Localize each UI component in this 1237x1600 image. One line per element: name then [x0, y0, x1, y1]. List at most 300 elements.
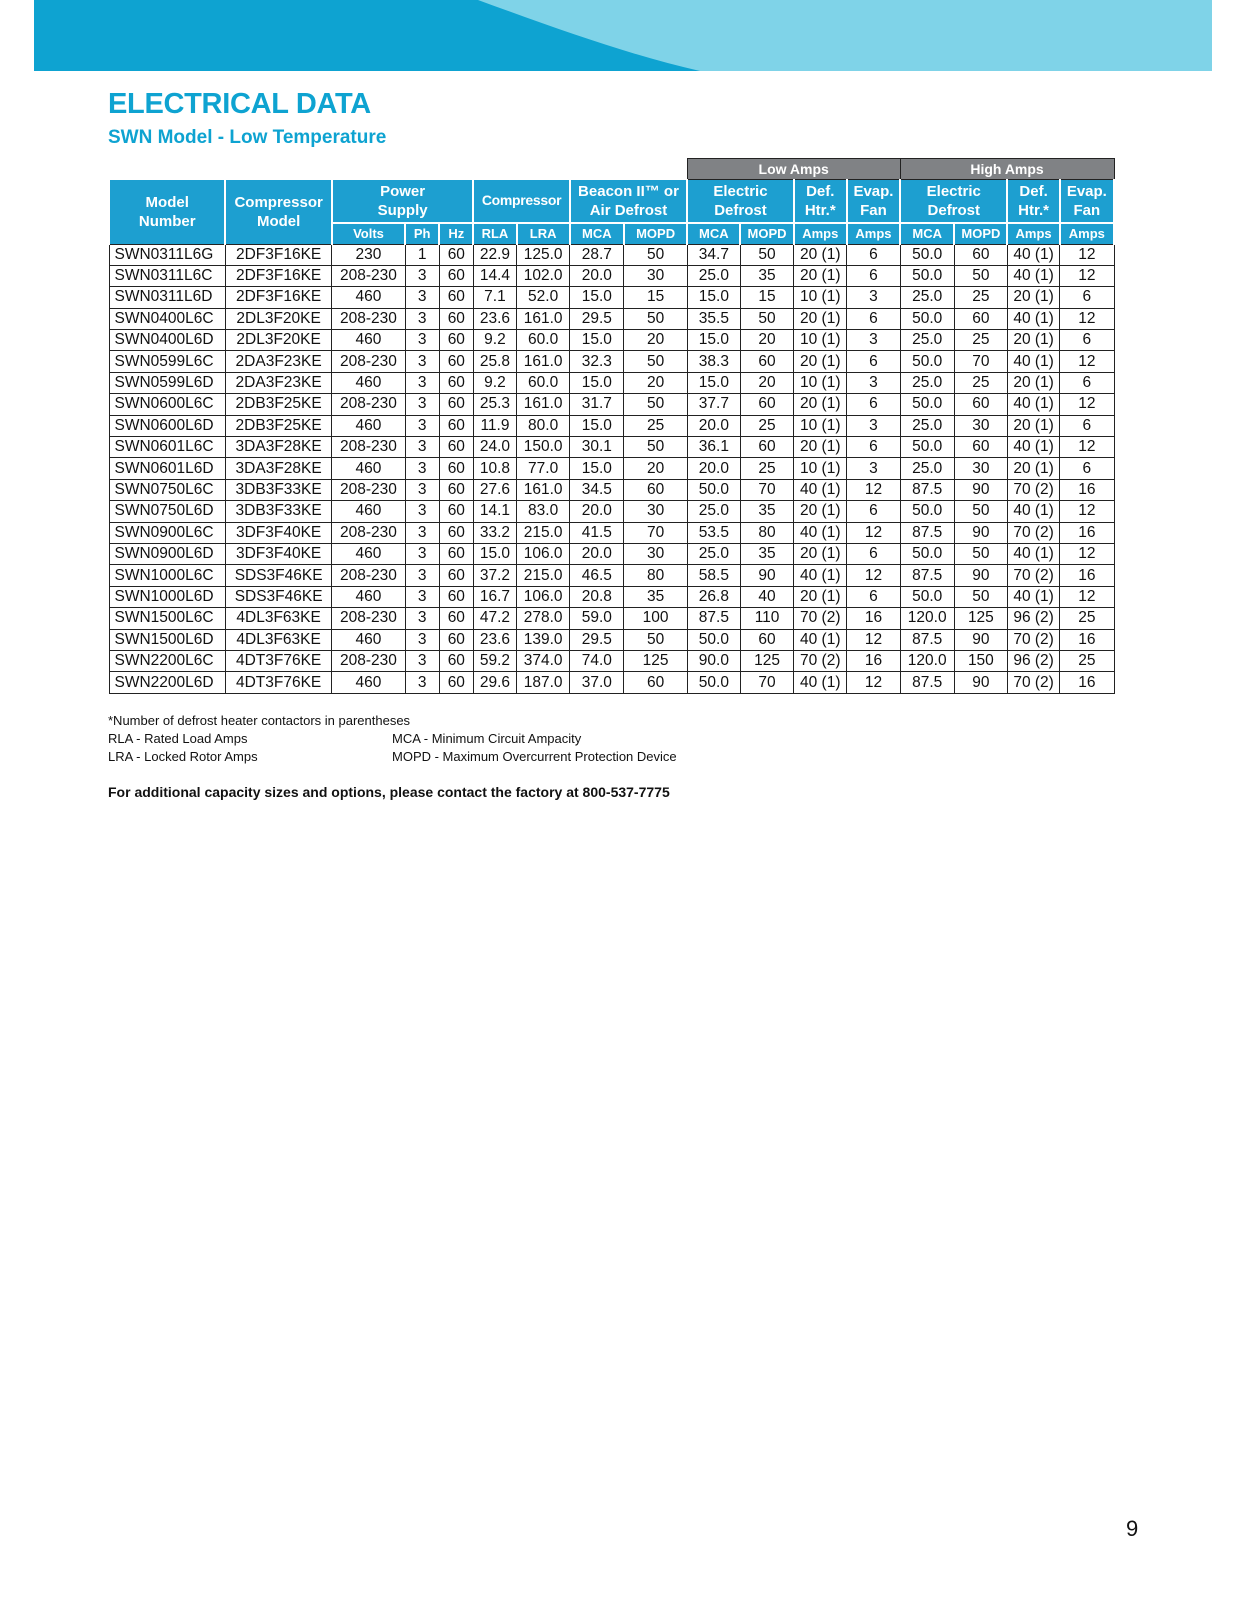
table-cell: 208-230: [332, 565, 405, 586]
header-model-number-label: Model Number: [138, 193, 196, 230]
table-cell: 60: [439, 522, 473, 543]
table-cell: 60: [439, 543, 473, 564]
table-cell: 40 (1): [1007, 543, 1059, 564]
table-cell: SWN2200L6C: [109, 650, 225, 671]
table-cell: 3DA3F28KE: [225, 458, 331, 479]
table-cell: SWN0750L6C: [109, 479, 225, 500]
table-cell: 22.9: [473, 244, 516, 265]
table-cell: 20: [740, 372, 793, 393]
subheader-high-mca: MCA: [900, 223, 954, 245]
table-cell: 70 (2): [794, 608, 847, 629]
table-cell: 37.7: [687, 394, 740, 415]
table-cell: 60: [439, 308, 473, 329]
table-cell: 4DL3F63KE: [225, 608, 331, 629]
table-cell: 460: [332, 415, 405, 436]
table-cell: 208-230: [332, 522, 405, 543]
table-cell: 32.3: [570, 351, 624, 372]
table-cell: 59.0: [570, 608, 624, 629]
table-cell: 40 (1): [794, 479, 847, 500]
table-cell: 40 (1): [794, 629, 847, 650]
table-cell: 460: [332, 629, 405, 650]
footnote: *Number of defrost heater contactors in parentheses: [108, 713, 411, 728]
table-cell: 20 (1): [794, 308, 847, 329]
table-cell: 3DB3F33KE: [225, 479, 331, 500]
table-cell: 87.5: [900, 672, 954, 693]
table-cell: SWN0599L6C: [109, 351, 225, 372]
table-cell: 50.0: [687, 672, 740, 693]
table-cell: 20.0: [570, 501, 624, 522]
table-cell: 36.1: [687, 437, 740, 458]
table-cell: 70: [624, 522, 687, 543]
table-cell: 12: [1060, 351, 1114, 372]
table-cell: 20 (1): [1007, 372, 1059, 393]
table-cell: 27.6: [473, 479, 516, 500]
table-cell: 16: [1060, 565, 1114, 586]
table-cell: 60.0: [517, 330, 570, 351]
table-cell: 25: [1060, 608, 1114, 629]
table-cell: 3: [405, 479, 439, 500]
table-cell: 70 (2): [1007, 672, 1059, 693]
table-cell: 30.1: [570, 437, 624, 458]
table-cell: 25.8: [473, 351, 516, 372]
header-low-def-htr-label: Def. Htr.*: [804, 182, 836, 219]
table-row: [109, 308, 1114, 329]
table-cell: 30: [624, 543, 687, 564]
header-compressor: Compressor: [473, 180, 569, 223]
table-row: [109, 394, 1114, 415]
table-cell: SDS3F46KE: [225, 565, 331, 586]
subheader-high-def-amps: Amps: [1007, 223, 1059, 245]
table-cell: 20.0: [570, 265, 624, 286]
table-cell: 60: [439, 586, 473, 607]
table-cell: 35: [740, 543, 793, 564]
table-cell: 15: [624, 287, 687, 308]
table-cell: 278.0: [517, 608, 570, 629]
table-cell: 70 (2): [1007, 522, 1059, 543]
header-beacon-label: Beacon II™ or Air Defrost: [578, 182, 679, 219]
header-high-evap-fan-label: Evap. Fan: [1066, 182, 1107, 219]
table-cell: 25.0: [687, 501, 740, 522]
table-cell: 3: [405, 351, 439, 372]
note-mopd: MOPD - Maximum Overcurrent Protection Device: [392, 749, 677, 764]
table-cell: 29.6: [473, 672, 516, 693]
table-cell: SDS3F46KE: [225, 586, 331, 607]
table-cell: 3: [405, 415, 439, 436]
table-cell: 90: [740, 565, 793, 586]
table-cell: 12: [1060, 437, 1114, 458]
table-cell: 150.0: [517, 437, 570, 458]
low-amps-header: Low Amps: [687, 159, 900, 180]
table-row: [109, 479, 1114, 500]
table-cell: 35: [624, 586, 687, 607]
table-cell: 40 (1): [1007, 501, 1059, 522]
table-cell: 16: [1060, 479, 1114, 500]
table-cell: 15.0: [687, 372, 740, 393]
table-cell: 3: [405, 565, 439, 586]
table-cell: 102.0: [517, 265, 570, 286]
table-cell: 6: [1060, 458, 1114, 479]
table-cell: 3DA3F28KE: [225, 437, 331, 458]
table-cell: 60: [439, 608, 473, 629]
table-cell: 3: [405, 629, 439, 650]
table-cell: 87.5: [900, 565, 954, 586]
table-cell: 60: [439, 330, 473, 351]
table-cell: SWN1000L6C: [109, 565, 225, 586]
table-row: [109, 287, 1114, 308]
table-row: [109, 672, 1114, 693]
table-cell: 10 (1): [794, 458, 847, 479]
table-cell: 20 (1): [794, 265, 847, 286]
table-cell: 50.0: [900, 586, 954, 607]
table-cell: 20.8: [570, 586, 624, 607]
table-cell: 187.0: [517, 672, 570, 693]
header-compressor-model: [225, 180, 331, 245]
subheader-lra: LRA: [517, 223, 570, 245]
table-cell: 15.0: [687, 330, 740, 351]
table-cell: SWN0900L6D: [109, 543, 225, 564]
page-number: 9: [1126, 1516, 1139, 1541]
table-cell: 25.0: [900, 330, 954, 351]
table-cell: 3: [405, 330, 439, 351]
header-low-def-htr: [794, 180, 847, 223]
table-cell: 35: [740, 265, 793, 286]
table-cell: 460: [332, 330, 405, 351]
table-cell: 50.0: [687, 629, 740, 650]
table-cell: 20.0: [687, 415, 740, 436]
table-cell: 6: [1060, 330, 1114, 351]
table-cell: 208-230: [332, 394, 405, 415]
table-cell: 12: [847, 672, 900, 693]
table-cell: SWN0311L6D: [109, 287, 225, 308]
table-cell: 16: [1060, 522, 1114, 543]
table-cell: SWN2200L6D: [109, 672, 225, 693]
table-cell: 15.0: [570, 372, 624, 393]
table-cell: 29.5: [570, 308, 624, 329]
table-cell: 2DL3F20KE: [225, 308, 331, 329]
table-cell: 60: [624, 672, 687, 693]
table-cell: 50.0: [900, 394, 954, 415]
table-row: [109, 586, 1114, 607]
table-cell: 7.1: [473, 287, 516, 308]
table-cell: 6: [847, 543, 900, 564]
table-cell: 3DF3F40KE: [225, 543, 331, 564]
table-cell: 20 (1): [794, 394, 847, 415]
table-row: [109, 522, 1114, 543]
table-row: [109, 265, 1114, 286]
table-cell: SWN0601L6D: [109, 458, 225, 479]
table-cell: 3: [405, 586, 439, 607]
header-high-electric-defrost: [900, 180, 1007, 223]
table-cell: 30: [954, 458, 1007, 479]
table-cell: 90.0: [687, 650, 740, 671]
table-cell: 161.0: [517, 479, 570, 500]
header-model-number: [109, 180, 225, 245]
table-cell: 24.0: [473, 437, 516, 458]
table-cell: 6: [847, 351, 900, 372]
subheader-ph: Ph: [405, 223, 439, 245]
table-cell: 2DA3F23KE: [225, 351, 331, 372]
table-cell: 10 (1): [794, 330, 847, 351]
table-cell: 460: [332, 543, 405, 564]
table-cell: 23.6: [473, 308, 516, 329]
table-row: [109, 372, 1114, 393]
table-cell: 96 (2): [1007, 650, 1059, 671]
table-cell: 90: [954, 479, 1007, 500]
table-cell: 50: [740, 244, 793, 265]
table-cell: 15.0: [570, 287, 624, 308]
table-cell: 20: [624, 458, 687, 479]
header-compressor-model-label: Compressor Model: [234, 193, 323, 230]
table-cell: 60: [954, 437, 1007, 458]
table-cell: SWN0601L6C: [109, 437, 225, 458]
table-cell: 20 (1): [1007, 458, 1059, 479]
header-high-def-htr-label: Def. Htr.*: [1018, 182, 1049, 219]
table-cell: 35.5: [687, 308, 740, 329]
table-cell: 12: [847, 565, 900, 586]
page-title: ELECTRICAL DATA: [108, 88, 371, 120]
table-cell: 230: [332, 244, 405, 265]
table-cell: 25: [1060, 650, 1114, 671]
note-lra: LRA - Locked Rotor Amps: [108, 749, 258, 764]
table-cell: 1: [405, 244, 439, 265]
subheader-hz: Hz: [439, 223, 473, 245]
table-cell: 6: [1060, 415, 1114, 436]
table-cell: 16: [1060, 672, 1114, 693]
table-cell: 59.2: [473, 650, 516, 671]
table-cell: 83.0: [517, 501, 570, 522]
table-cell: 50: [624, 437, 687, 458]
table-cell: 50.0: [900, 308, 954, 329]
table-cell: 50: [624, 629, 687, 650]
table-cell: 374.0: [517, 650, 570, 671]
table-cell: SWN0400L6C: [109, 308, 225, 329]
table-cell: 70 (2): [1007, 629, 1059, 650]
table-cell: 58.5: [687, 565, 740, 586]
header-low-electric-defrost-label: Electric Defrost: [713, 182, 768, 219]
table-cell: 10.8: [473, 458, 516, 479]
high-amps-header: High Amps: [900, 159, 1114, 180]
table-cell: 20 (1): [794, 437, 847, 458]
table-cell: SWN1500L6D: [109, 629, 225, 650]
table-cell: SWN0599L6D: [109, 372, 225, 393]
table-cell: 3: [405, 501, 439, 522]
table-cell: 87.5: [900, 522, 954, 543]
table-cell: 60: [954, 308, 1007, 329]
table-cell: SWN1500L6C: [109, 608, 225, 629]
group-header-row: [109, 159, 1114, 180]
subheader-beacon-mca: MCA: [570, 223, 624, 245]
table-cell: 6: [847, 394, 900, 415]
table-cell: 20 (1): [794, 244, 847, 265]
table-cell: 50: [954, 265, 1007, 286]
table-cell: 25.0: [900, 415, 954, 436]
table-cell: 60: [740, 629, 793, 650]
table-row: [109, 650, 1114, 671]
table-cell: 4DT3F76KE: [225, 650, 331, 671]
table-cell: 6: [847, 501, 900, 522]
table-cell: 20 (1): [1007, 287, 1059, 308]
table-cell: 6: [1060, 372, 1114, 393]
table-cell: 460: [332, 672, 405, 693]
table-cell: 40 (1): [1007, 586, 1059, 607]
table-cell: 4DT3F76KE: [225, 672, 331, 693]
table-cell: 10 (1): [794, 287, 847, 308]
table-cell: 25.0: [900, 458, 954, 479]
table-cell: 106.0: [517, 586, 570, 607]
table-cell: 60: [439, 650, 473, 671]
table-cell: 25.0: [900, 287, 954, 308]
table-cell: 25: [624, 415, 687, 436]
table-cell: 25.3: [473, 394, 516, 415]
table-cell: 120.0: [900, 650, 954, 671]
table-cell: 90: [954, 522, 1007, 543]
table-cell: 40 (1): [1007, 244, 1059, 265]
table-cell: 29.5: [570, 629, 624, 650]
table-cell: 125: [740, 650, 793, 671]
table-cell: 60: [439, 479, 473, 500]
table-cell: 208-230: [332, 265, 405, 286]
table-cell: 50.0: [687, 479, 740, 500]
table-cell: 10 (1): [794, 415, 847, 436]
table-cell: 50: [740, 308, 793, 329]
table-cell: 40 (1): [794, 522, 847, 543]
table-cell: 3: [405, 265, 439, 286]
table-cell: 12: [1060, 543, 1114, 564]
subheader-low-mca: MCA: [687, 223, 740, 245]
table-row: [109, 330, 1114, 351]
table-row: [109, 244, 1114, 265]
table-row: [109, 543, 1114, 564]
table-cell: 60: [439, 672, 473, 693]
table-cell: 50: [954, 501, 1007, 522]
table-cell: 139.0: [517, 629, 570, 650]
table-cell: 3: [405, 308, 439, 329]
table-cell: 208-230: [332, 308, 405, 329]
table-cell: 37.2: [473, 565, 516, 586]
table-cell: 20 (1): [794, 351, 847, 372]
table-cell: 40 (1): [1007, 394, 1059, 415]
subheader-volts: Volts: [332, 223, 405, 245]
table-cell: 28.7: [570, 244, 624, 265]
table-cell: 3: [405, 458, 439, 479]
subheader-rla: RLA: [473, 223, 516, 245]
table-cell: 25: [740, 458, 793, 479]
table-cell: 6: [847, 437, 900, 458]
table-cell: 6: [1060, 287, 1114, 308]
table-cell: 47.2: [473, 608, 516, 629]
table-cell: 30: [954, 415, 1007, 436]
table-cell: 70 (2): [1007, 479, 1059, 500]
table-cell: 6: [847, 265, 900, 286]
table-cell: 50: [624, 394, 687, 415]
table-cell: 40 (1): [794, 672, 847, 693]
table-cell: 25: [954, 330, 1007, 351]
header-beacon-air-defrost: [570, 180, 688, 223]
table-cell: 3: [847, 458, 900, 479]
table-cell: 9.2: [473, 372, 516, 393]
table-cell: SWN0600L6C: [109, 394, 225, 415]
table-cell: 60: [439, 287, 473, 308]
table-cell: 3: [405, 394, 439, 415]
table-cell: 40 (1): [1007, 437, 1059, 458]
table-cell: 50.0: [900, 501, 954, 522]
table-cell: 2DB3F25KE: [225, 394, 331, 415]
table-row: [109, 608, 1114, 629]
table-cell: 12: [1060, 394, 1114, 415]
table-cell: 3: [847, 415, 900, 436]
table-cell: 2DF3F16KE: [225, 244, 331, 265]
page-subtitle: SWN Model - Low Temperature: [108, 127, 387, 148]
table-row: [109, 415, 1114, 436]
table-cell: 35: [740, 501, 793, 522]
table-cell: 2DB3F25KE: [225, 415, 331, 436]
table-cell: 50.0: [900, 265, 954, 286]
table-cell: 12: [1060, 308, 1114, 329]
table-cell: 34.5: [570, 479, 624, 500]
table-cell: 26.8: [687, 586, 740, 607]
table-cell: 6: [847, 308, 900, 329]
table-cell: 15.0: [570, 415, 624, 436]
table-cell: 12: [847, 522, 900, 543]
table-cell: 3: [405, 650, 439, 671]
table-cell: 15: [740, 287, 793, 308]
table-cell: 87.5: [687, 608, 740, 629]
table-cell: 161.0: [517, 394, 570, 415]
table-cell: 125.0: [517, 244, 570, 265]
table-cell: 77.0: [517, 458, 570, 479]
table-cell: 12: [1060, 265, 1114, 286]
table-body: [109, 244, 1114, 693]
table-cell: 3DF3F40KE: [225, 522, 331, 543]
column-header-row: [109, 180, 1114, 223]
table-cell: 50.0: [900, 437, 954, 458]
table-row: [109, 437, 1114, 458]
table-cell: 16: [847, 608, 900, 629]
table-cell: 161.0: [517, 351, 570, 372]
table-cell: 460: [332, 287, 405, 308]
table-cell: 80.0: [517, 415, 570, 436]
table-cell: 60: [439, 415, 473, 436]
table-cell: 60.0: [517, 372, 570, 393]
table-cell: 15.0: [570, 330, 624, 351]
header-high-electric-defrost-label: Electric Defrost: [926, 182, 981, 219]
table-cell: 70 (2): [794, 650, 847, 671]
table-cell: 23.6: [473, 629, 516, 650]
subheader-low-fan-amps: Amps: [847, 223, 900, 245]
subheader-high-mopd: MOPD: [954, 223, 1007, 245]
table-cell: 2DL3F20KE: [225, 330, 331, 351]
table-cell: 3: [405, 543, 439, 564]
header-low-evap-fan: [847, 180, 900, 223]
table-cell: 60: [624, 479, 687, 500]
table-cell: 460: [332, 501, 405, 522]
table-cell: 80: [624, 565, 687, 586]
table-cell: 20 (1): [794, 501, 847, 522]
table-cell: 96 (2): [1007, 608, 1059, 629]
table-cell: 3: [847, 330, 900, 351]
subheader-high-fan-amps: Amps: [1060, 223, 1114, 245]
table-cell: 50.0: [900, 244, 954, 265]
table-cell: SWN1000L6D: [109, 586, 225, 607]
table-cell: 125: [954, 608, 1007, 629]
table-cell: 14.1: [473, 501, 516, 522]
table-cell: 15.0: [687, 287, 740, 308]
table-cell: 25: [954, 372, 1007, 393]
table-cell: 30: [624, 265, 687, 286]
table-cell: 16.7: [473, 586, 516, 607]
table-cell: 110: [740, 608, 793, 629]
table-row: [109, 501, 1114, 522]
